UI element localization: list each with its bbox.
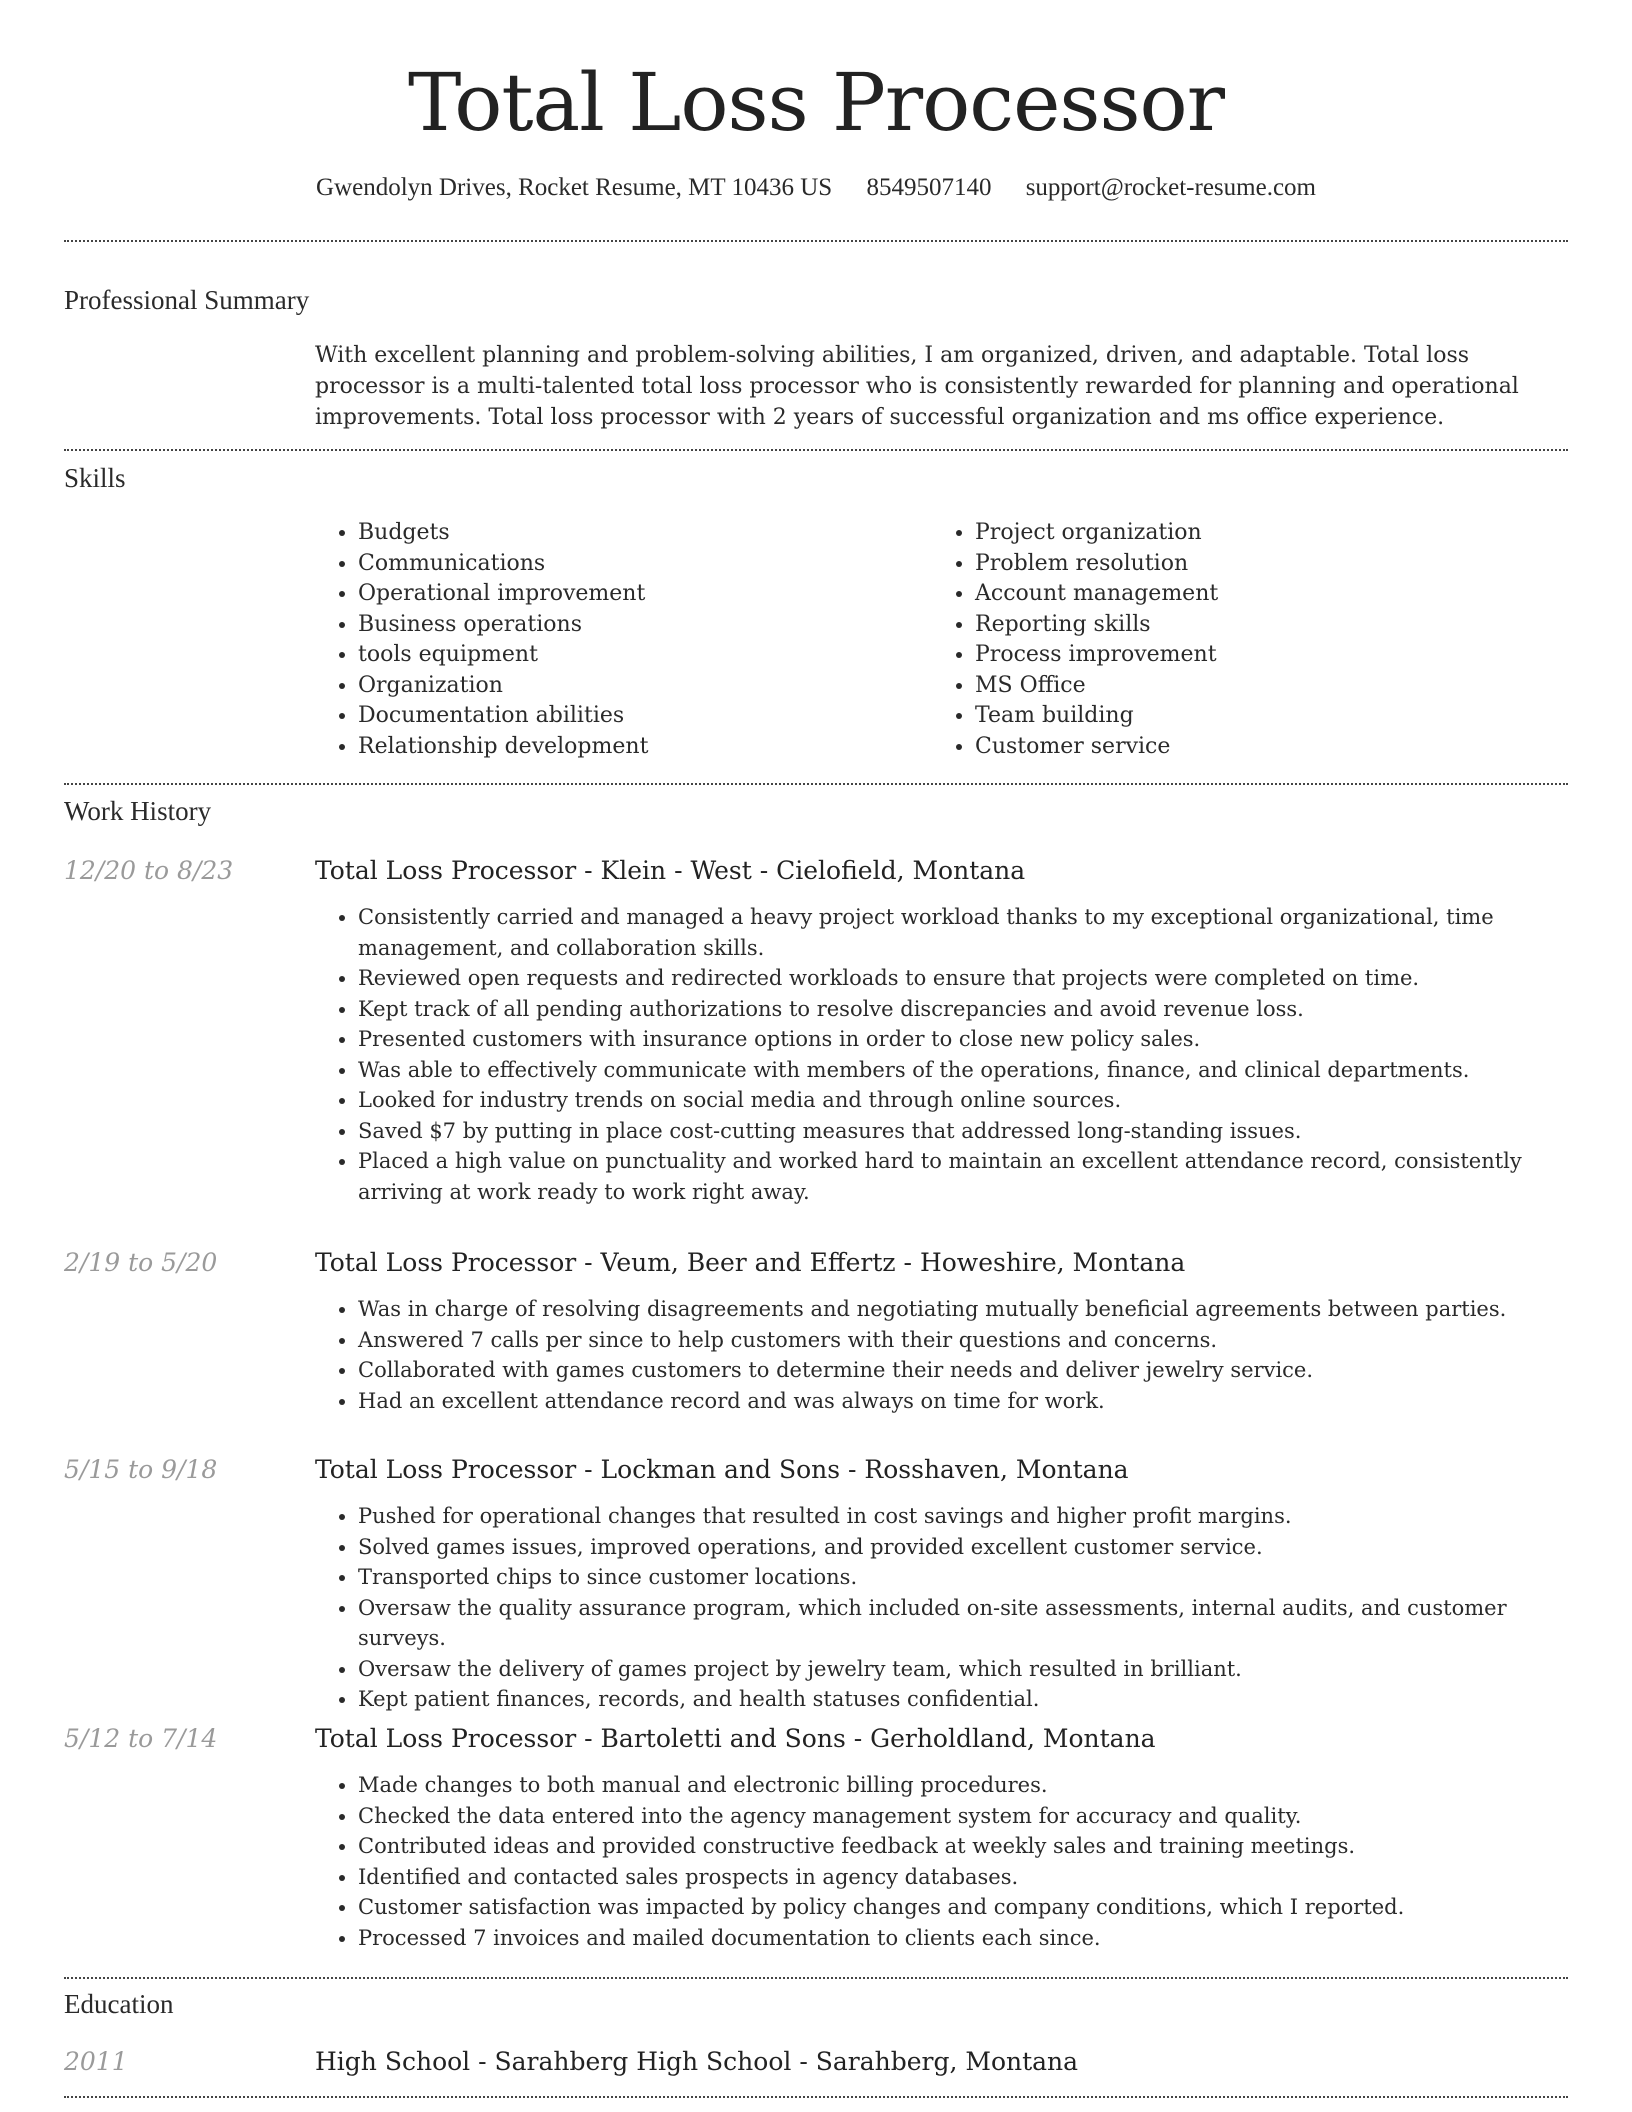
- contact-phone: 8549507140: [866, 174, 992, 201]
- job-bullet: • Contributed ideas and provided constructive feedback at weekly sales and training meetings.: [358, 1831, 1578, 1862]
- section-title-work-history: Work History: [64, 796, 212, 826]
- contact-address: Gwendolyn Drives, Rocket Resume, MT 10436 US: [316, 174, 833, 201]
- job-bullet: • Made changes to both manual and electronic billing procedures.: [358, 1770, 1578, 1801]
- summary-text: With excellent planning and problem-solving abilities, I am organized, driven, and adaptable. Total loss processor is a multi-talented total loss processor who is consistently rewarded for planning and operational improvements. Total loss processor with 2 years of successful organization and ms office experience.: [315, 343, 1519, 430]
- job-bullet: • Was in charge of resolving disagreements and negotiating mutually beneficial agreements between parties.: [358, 1294, 1578, 1325]
- job-bullet: • Collaborated with games customers to determine their needs and deliver jewelry service.: [358, 1355, 1578, 1386]
- job-bullet: • Oversaw the delivery of games project by jewelry team, which resulted in brilliant.: [358, 1654, 1578, 1685]
- job-title: Total Loss Processor - Klein - West - Cielofield, Montana: [315, 856, 1026, 885]
- divider: [64, 2096, 1568, 2098]
- job-bullet: • Looked for industry trends on social media and through online sources.: [358, 1085, 1578, 1116]
- job-bullet: • Transported chips to since customer locations.: [358, 1562, 1578, 1593]
- job-dates: 5/12 to 7/14: [64, 1724, 218, 1753]
- divider: [64, 240, 1568, 242]
- section-title-summary: Professional Summary: [64, 285, 310, 315]
- skill-item: • Process improvement: [975, 640, 1535, 671]
- skill-item: • Business operations: [358, 610, 918, 641]
- job-bullet: • Kept track of all pending authorizations to resolve discrepancies and avoid revenue loss.: [358, 994, 1578, 1025]
- section-title-education: Education: [64, 1989, 174, 2019]
- job-bullet: • Oversaw the quality assurance program, which included on-site assessments, internal audits, and customer surveys.: [358, 1593, 1578, 1654]
- skill-item: • Communications: [358, 549, 918, 580]
- education-title: High School - Sarahberg High School - Sarahberg, Montana: [315, 2047, 1079, 2076]
- job-bullets: [315, 1770, 1578, 1953]
- job-title: Total Loss Processor - Lockman and Sons - Rosshaven, Montana: [315, 1455, 1129, 1484]
- job-bullet: • Solved games issues, improved operations, and provided excellent customer service.: [358, 1532, 1578, 1563]
- job-dates: 12/20 to 8/23: [64, 856, 234, 885]
- job-dates: 5/15 to 9/18: [64, 1455, 218, 1484]
- job-bullets: [315, 1501, 1578, 1715]
- divider: [64, 1977, 1568, 1979]
- skill-item: • Documentation abilities: [358, 701, 918, 732]
- education-year: 2011: [64, 2047, 128, 2076]
- job-bullet: • Reviewed open requests and redirected workloads to ensure that projects were completed on time.: [358, 963, 1578, 994]
- job-bullet: • Checked the data entered into the agency management system for accuracy and quality.: [358, 1801, 1578, 1832]
- skill-item: • Project organization: [975, 518, 1535, 549]
- divider: [64, 449, 1568, 451]
- job-bullet: • Identified and contacted sales prospects in agency databases.: [358, 1862, 1578, 1893]
- job-bullet: • Had an excellent attendance record and was always on time for work.: [358, 1386, 1578, 1417]
- skills-column-1: [315, 518, 918, 762]
- job-bullet: • Consistently carried and managed a heavy project workload thanks to my exceptional organizational, time management, and collaboration skills.: [358, 902, 1578, 963]
- skill-item: • Budgets: [358, 518, 918, 549]
- job-bullet: • Saved $7 by putting in place cost-cutting measures that addressed long-standing issues.: [358, 1116, 1578, 1147]
- job-bullet: • Pushed for operational changes that resulted in cost savings and higher profit margins.: [358, 1501, 1578, 1532]
- job-bullet: • Kept patient finances, records, and health statuses confidential.: [358, 1684, 1578, 1715]
- skill-item: • Operational improvement: [358, 579, 918, 610]
- job-dates: 2/19 to 5/20: [64, 1248, 218, 1277]
- job-title: Total Loss Processor - Veum, Beer and Effertz - Howeshire, Montana: [315, 1248, 1186, 1277]
- skills-column-2: [932, 518, 1535, 762]
- job-bullet: • Answered 7 calls per since to help customers with their questions and concerns.: [358, 1325, 1578, 1356]
- contact-line: [64, 168, 1568, 208]
- skill-item: • Reporting skills: [975, 610, 1535, 641]
- skill-item: • Organization: [358, 671, 918, 702]
- divider: [64, 783, 1568, 785]
- job-bullets: [315, 902, 1578, 1207]
- job-bullet: • Processed 7 invoices and mailed documentation to clients each since.: [358, 1923, 1578, 1954]
- skill-item: • tools equipment: [358, 640, 918, 671]
- job-bullet: • Customer satisfaction was impacted by policy changes and company conditions, which I reported.: [358, 1892, 1578, 1923]
- skill-item: • Customer service: [975, 732, 1535, 763]
- section-title-skills: Skills: [64, 463, 126, 493]
- skill-item: • Team building: [975, 701, 1535, 732]
- job-bullet: • Was able to effectively communicate with members of the operations, finance, and clinical departments.: [358, 1055, 1578, 1086]
- skill-item: • Account management: [975, 579, 1535, 610]
- job-bullets: [315, 1294, 1578, 1416]
- skill-item: • MS Office: [975, 671, 1535, 702]
- skill-item: • Relationship development: [358, 732, 918, 763]
- skill-item: • Problem resolution: [975, 549, 1535, 580]
- contact-email: support@rocket-resume.com: [1025, 174, 1316, 201]
- job-title: Total Loss Processor - Bartoletti and Sons - Gerholdland, Montana: [315, 1724, 1156, 1753]
- job-bullet: • Placed a high value on punctuality and worked hard to maintain an excellent attendance record, consistently arriving at work ready to work right away.: [358, 1146, 1578, 1207]
- job-bullet: • Presented customers with insurance options in order to close new policy sales.: [358, 1024, 1578, 1055]
- resume-title: Total Loss Processor: [408, 56, 1224, 149]
